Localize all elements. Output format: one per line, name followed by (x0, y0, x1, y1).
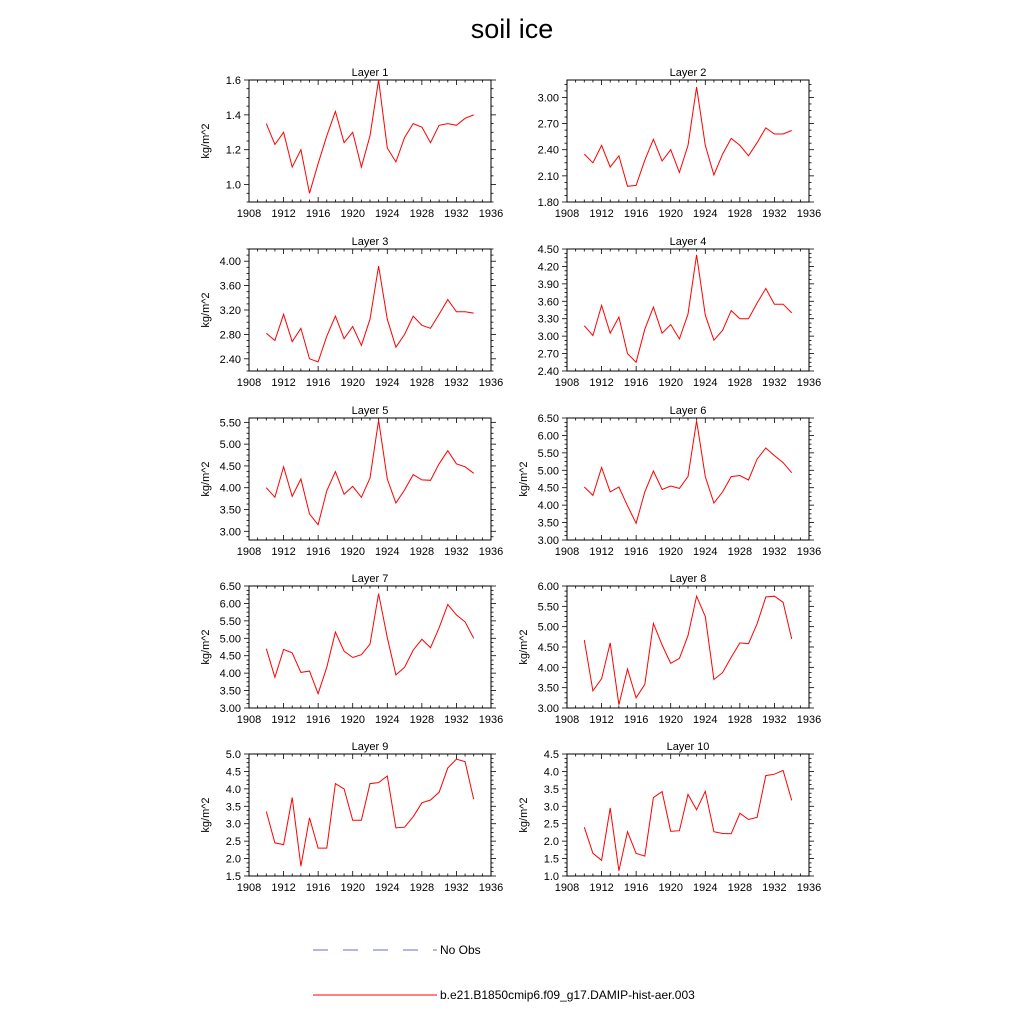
y-axis-label: kg/m^2 (200, 797, 212, 833)
y-axis-label: kg/m^2 (200, 629, 212, 665)
y-tick-label: 1.2 (225, 144, 241, 157)
y-tick-label: 4.5 (543, 749, 559, 761)
x-tick-label: 1924 (693, 714, 718, 726)
y-tick-label: 2.0 (543, 836, 559, 849)
x-tick-label: 1928 (409, 208, 435, 220)
plot-frame (567, 80, 809, 202)
y-tick-label: 2.40 (537, 144, 559, 157)
y-tick-label: 5.50 (219, 615, 241, 628)
panel-title: Layer 5 (351, 405, 389, 417)
series-line (266, 594, 473, 694)
y-tick-label: 2.0 (225, 853, 241, 866)
x-tick-label: 1928 (727, 208, 753, 220)
x-tick-label: 1920 (340, 546, 365, 558)
x-tick-label: 1912 (589, 208, 614, 220)
x-tick-label: 1932 (762, 882, 787, 894)
x-tick-label: 1912 (589, 546, 614, 558)
y-tick-label: 4.50 (537, 642, 559, 654)
chart-panel (200, 236, 503, 389)
y-axis-label: kg/m^2 (518, 461, 530, 497)
y-axis-label: kg/m^2 (200, 292, 212, 328)
figure-title: soil ice (470, 14, 554, 44)
series-line (584, 87, 791, 186)
x-tick-label: 1936 (796, 714, 822, 726)
chart-panel (200, 573, 503, 726)
y-tick-label: 4.0 (543, 766, 559, 779)
y-tick-label: 4.00 (219, 482, 241, 495)
y-tick-label: 4.00 (219, 668, 241, 681)
x-tick-label: 1932 (444, 377, 469, 389)
x-tick-label: 1932 (762, 377, 787, 389)
x-tick-label: 1928 (409, 882, 435, 894)
y-axis-label: kg/m^2 (200, 461, 212, 497)
x-tick-label: 1932 (444, 546, 469, 558)
panel-title: Layer 8 (669, 573, 707, 585)
y-tick-label: 5.00 (537, 621, 559, 634)
x-tick-label: 1936 (478, 714, 504, 726)
panel-title: Layer 4 (669, 236, 707, 248)
panel-title: Layer 10 (666, 741, 710, 753)
panel-title: Layer 9 (351, 741, 389, 753)
panel-title: Layer 6 (669, 405, 707, 417)
y-tick-label: 6.00 (219, 598, 241, 611)
panel-title: Layer 1 (351, 67, 389, 79)
plot-frame (249, 586, 491, 708)
y-tick-label: 3.30 (537, 313, 559, 326)
x-tick-label: 1912 (589, 714, 614, 726)
x-tick-label: 1916 (623, 546, 649, 558)
y-axis-label: kg/m^2 (200, 123, 212, 159)
y-axis-label: kg/m^2 (518, 629, 530, 665)
x-tick-label: 1908 (236, 882, 262, 894)
y-tick-label: 2.40 (537, 366, 559, 378)
x-tick-label: 1908 (236, 714, 262, 726)
y-tick-label: 2.70 (537, 118, 559, 131)
x-tick-label: 1920 (658, 208, 683, 220)
x-tick-label: 1924 (375, 546, 400, 558)
x-tick-label: 1920 (658, 377, 683, 389)
series-line (584, 421, 791, 524)
y-tick-label: 5.50 (537, 447, 559, 460)
x-tick-label: 1916 (623, 714, 649, 726)
y-tick-label: 6.00 (537, 581, 559, 593)
x-tick-label: 1908 (554, 546, 580, 558)
plot-frame (567, 586, 809, 708)
legend (313, 943, 695, 1002)
x-tick-label: 1916 (623, 882, 649, 894)
y-tick-label: 3.60 (219, 280, 241, 293)
chart-panel (518, 741, 821, 894)
y-tick-label: 5.50 (537, 601, 559, 614)
y-tick-label: 5.00 (219, 633, 241, 646)
panel-title: Layer 3 (351, 236, 389, 248)
y-tick-label: 4.50 (537, 244, 559, 256)
y-tick-label: 5.50 (219, 417, 241, 430)
y-tick-label: 3.00 (537, 331, 559, 344)
y-tick-label: 4.00 (219, 256, 241, 269)
chart-panel (200, 741, 503, 894)
y-tick-label: 3.60 (537, 296, 559, 309)
x-tick-label: 1920 (658, 882, 683, 894)
x-tick-label: 1936 (478, 208, 504, 220)
x-tick-label: 1936 (796, 208, 822, 220)
y-tick-label: 3.00 (219, 703, 241, 715)
x-tick-label: 1924 (693, 208, 718, 220)
series-line (266, 420, 473, 525)
y-tick-label: 5.00 (537, 465, 559, 478)
legend-obs-label: No Obs (440, 943, 481, 957)
chart-panel (518, 405, 821, 558)
y-tick-label: 3.20 (219, 305, 241, 317)
y-tick-label: 2.40 (219, 353, 241, 366)
series-line (266, 80, 473, 193)
x-tick-label: 1936 (796, 377, 822, 389)
y-tick-label: 3.50 (537, 517, 559, 530)
y-tick-label: 2.80 (219, 329, 241, 342)
x-tick-label: 1924 (693, 882, 718, 894)
y-tick-label: 3.0 (543, 801, 559, 814)
x-tick-label: 1920 (658, 546, 683, 558)
x-tick-label: 1936 (478, 377, 504, 389)
x-tick-label: 1908 (236, 208, 262, 220)
y-tick-label: 6.00 (537, 430, 559, 443)
x-tick-label: 1916 (305, 208, 331, 220)
x-tick-label: 1916 (305, 714, 331, 726)
x-tick-label: 1936 (478, 546, 504, 558)
x-tick-label: 1916 (623, 377, 649, 389)
y-tick-label: 1.4 (225, 109, 241, 122)
x-tick-label: 1908 (236, 377, 262, 389)
x-tick-label: 1928 (409, 714, 435, 726)
plot-frame (567, 754, 809, 876)
x-tick-label: 1920 (340, 377, 365, 389)
series-line (266, 759, 473, 866)
y-tick-label: 3.0 (225, 818, 241, 831)
x-tick-label: 1928 (727, 546, 753, 558)
chart-panel (200, 67, 503, 220)
x-tick-label: 1932 (762, 714, 787, 726)
y-tick-label: 3.90 (537, 278, 559, 291)
chart-panel (518, 573, 821, 726)
y-tick-label: 3.00 (537, 92, 559, 105)
x-tick-label: 1932 (762, 546, 787, 558)
y-tick-label: 4.20 (537, 261, 559, 274)
x-tick-label: 1912 (271, 882, 296, 894)
y-tick-label: 4.00 (537, 662, 559, 675)
x-tick-label: 1916 (305, 882, 331, 894)
x-tick-label: 1920 (340, 208, 365, 220)
x-tick-label: 1932 (444, 882, 469, 894)
chart-panel (538, 236, 822, 389)
x-tick-label: 1932 (444, 714, 469, 726)
y-tick-label: 3.00 (537, 703, 559, 715)
y-tick-label: 3.50 (219, 685, 241, 698)
series-line (584, 596, 791, 705)
x-tick-label: 1920 (340, 714, 365, 726)
legend-model-label: b.e21.B1850cmip6.f09_g17.DAMIP-hist-aer.003 (440, 988, 695, 1002)
plot-frame (249, 754, 491, 876)
x-tick-label: 1908 (554, 882, 580, 894)
y-tick-label: 5.0 (225, 749, 241, 761)
y-tick-label: 3.00 (219, 526, 241, 539)
x-tick-label: 1936 (478, 882, 504, 894)
x-tick-label: 1928 (727, 714, 753, 726)
x-tick-label: 1912 (271, 714, 296, 726)
x-tick-label: 1908 (554, 208, 580, 220)
x-tick-label: 1912 (271, 208, 296, 220)
y-tick-label: 2.5 (225, 836, 241, 849)
chart-panel (538, 67, 822, 220)
y-tick-label: 2.10 (537, 170, 559, 183)
x-tick-label: 1920 (658, 714, 683, 726)
series-line (266, 266, 473, 362)
x-tick-label: 1924 (375, 208, 400, 220)
y-tick-label: 3.5 (225, 801, 241, 814)
x-tick-label: 1924 (693, 546, 718, 558)
y-tick-label: 3.50 (537, 682, 559, 695)
x-tick-label: 1928 (727, 377, 753, 389)
y-tick-label: 6.50 (537, 413, 559, 425)
y-tick-label: 4.50 (537, 482, 559, 495)
y-tick-label: 4.5 (225, 766, 241, 779)
x-tick-label: 1912 (271, 546, 296, 558)
y-tick-label: 1.0 (543, 871, 559, 883)
y-tick-label: 3.5 (543, 783, 559, 796)
x-tick-label: 1924 (375, 714, 400, 726)
x-tick-label: 1928 (409, 377, 435, 389)
x-tick-label: 1908 (554, 377, 580, 389)
y-tick-label: 4.00 (537, 500, 559, 513)
series-line (584, 770, 791, 870)
x-tick-label: 1916 (305, 546, 331, 558)
y-tick-label: 2.5 (543, 818, 559, 831)
x-tick-label: 1908 (236, 546, 262, 558)
x-tick-label: 1924 (693, 377, 718, 389)
chart-panel (200, 405, 503, 558)
x-tick-label: 1916 (305, 377, 331, 389)
y-tick-label: 5.00 (219, 439, 241, 452)
x-tick-label: 1936 (796, 882, 822, 894)
y-tick-label: 6.50 (219, 581, 241, 593)
x-tick-label: 1928 (409, 546, 435, 558)
panel-title: Layer 2 (669, 67, 707, 79)
x-tick-label: 1908 (554, 714, 580, 726)
panel-title: Layer 7 (351, 573, 389, 585)
y-tick-label: 1.80 (537, 197, 559, 209)
y-tick-label: 1.6 (225, 75, 241, 87)
y-tick-label: 4.50 (219, 460, 241, 473)
y-axis-label: kg/m^2 (518, 797, 530, 833)
x-tick-label: 1928 (727, 882, 753, 894)
x-tick-label: 1932 (444, 208, 469, 220)
series-line (584, 255, 791, 362)
x-tick-label: 1924 (375, 882, 400, 894)
y-tick-label: 1.5 (225, 871, 241, 883)
plot-frame (567, 418, 809, 540)
y-tick-label: 4.50 (219, 650, 241, 663)
x-tick-label: 1912 (589, 882, 614, 894)
x-tick-label: 1912 (271, 377, 296, 389)
y-tick-label: 2.70 (537, 348, 559, 361)
x-tick-label: 1932 (762, 208, 787, 220)
y-tick-label: 3.00 (537, 535, 559, 547)
y-tick-label: 3.50 (219, 504, 241, 517)
y-tick-label: 1.5 (543, 853, 559, 866)
y-tick-label: 1.0 (225, 179, 241, 192)
x-tick-label: 1912 (589, 377, 614, 389)
y-tick-label: 4.0 (225, 783, 241, 796)
x-tick-label: 1920 (340, 882, 365, 894)
x-tick-label: 1916 (623, 208, 649, 220)
x-tick-label: 1924 (375, 377, 400, 389)
x-tick-label: 1936 (796, 546, 822, 558)
